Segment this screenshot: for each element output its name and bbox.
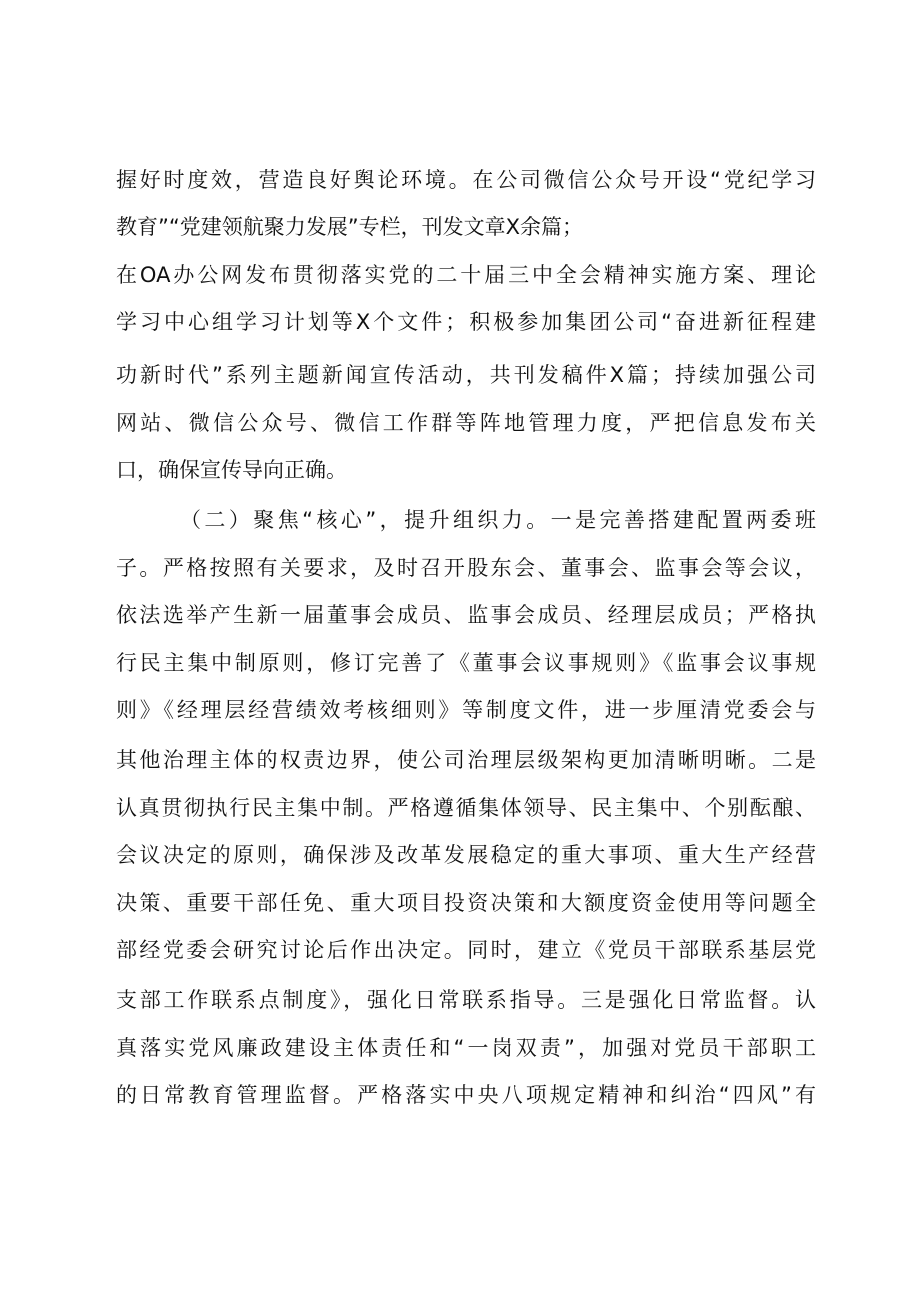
body-text-line: 教育”“党建领航聚力发展”专栏，刊发文章X余篇； xyxy=(116,215,584,239)
body-text-line: 依法选举产生新一届董事会成员、监事会成员、经理层成员；严格执 xyxy=(116,603,816,627)
body-text-line: 学习中心组学习计划等X个文件；积极参加集团公司“奋进新征程建 xyxy=(116,310,816,334)
body-text-line: 握好时度效，营造良好舆论环境。在公司微信公众号开设“党纪学习 xyxy=(116,168,816,192)
body-text-line: 其他治理主体的权责边界，使公司治理层级架构更加清晰明晰。二是 xyxy=(116,748,816,772)
body-text-line: 在OA办公网发布贯彻落实党的二十届三中全会精神实施方案、理论 xyxy=(116,263,816,287)
body-text-line: 真落实党风廉政建设主体责任和“一岗双责”，加强对党员干部职工 xyxy=(116,1036,816,1060)
body-text-line: 支部工作联系点制度》，强化日常联系指导。三是强化日常监督。认 xyxy=(116,988,816,1012)
body-text-line: 的日常教育管理监督。严格落实中央八项规定精神和纠治“四风”有 xyxy=(116,1083,816,1107)
body-text-line: 则》《经理层经营绩效考核细则》等制度文件，进一步厘清党委会与 xyxy=(116,698,816,722)
body-text-line: 决策、重要干部任免、重大项目投资决策和大额度资金使用等问题全 xyxy=(116,891,816,915)
body-text-line: 功新时代”系列主题新闻宣传活动，共刊发稿件X篇；持续加强公司 xyxy=(116,363,816,387)
section-heading-line: （二）聚焦“核心”，提升组织力。一是完善搭建配置两委班 xyxy=(180,508,816,532)
body-text-line: 口，确保宣传导向正确。 xyxy=(116,458,347,482)
body-text-line: 子。严格按照有关要求，及时召开股东会、董事会、监事会等会议， xyxy=(116,556,816,580)
body-text-line: 网站、微信公众号、微信工作群等阵地管理力度，严把信息发布关 xyxy=(116,411,816,435)
body-text-line: 部经党委会研究讨论后作出决定。同时，建立《党员干部联系基层党 xyxy=(116,938,816,962)
body-text-line: 行民主集中制原则，修订完善了《董事会议事规则》《监事会议事规 xyxy=(116,651,816,675)
body-text-line: 会议决定的原则，确保涉及改革发展稳定的重大事项、重大生产经营 xyxy=(116,843,816,867)
body-text-line: 认真贯彻执行民主集中制。严格遵循集体领导、民主集中、个别酝酿、 xyxy=(116,796,816,820)
